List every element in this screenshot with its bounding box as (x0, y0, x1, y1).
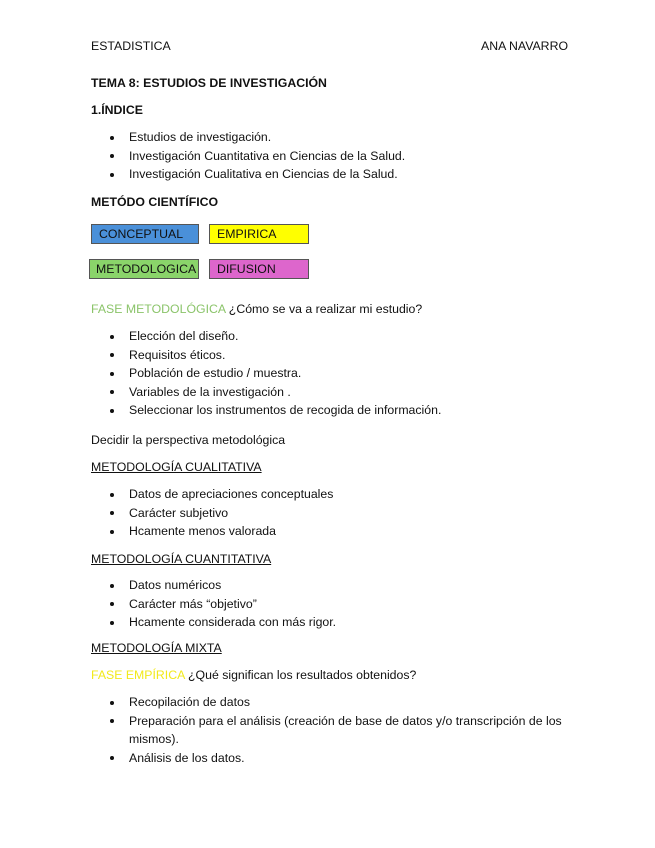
fase-empirica-list (91, 693, 565, 767)
list-item: Estudios de investigación. (91, 128, 405, 147)
list-item: Población de estudio / muestra. (91, 364, 441, 383)
metodo-heading: METÓDO CIENTÍFICO (91, 195, 219, 209)
header-subject: ESTADISTICA (91, 39, 171, 53)
perspectiva-text: Decidir la perspectiva metodológica (91, 433, 286, 447)
fase-empirica-line (91, 668, 416, 682)
list-item: Investigación Cuantitativa en Ciencias de la Salud. (91, 147, 405, 166)
list-item: Datos numéricos (91, 576, 336, 595)
mixta-heading: METODOLOGÍA MIXTA (91, 641, 222, 655)
fase-metodologica-label: FASE METODOLÓGICA (91, 302, 226, 316)
box-difusion: DIFUSION (209, 259, 309, 279)
list-item: Hcamente menos valorada (91, 522, 333, 541)
fase-empirica-label: FASE EMPÍRICA (91, 668, 185, 682)
list-item: Recopilación de datos (91, 693, 565, 712)
list-item: Investigación Cualitativa en Ciencias de la Salud. (91, 165, 405, 184)
fase-metodologica-line (91, 302, 422, 316)
index-heading: 1.ÍNDICE (91, 103, 143, 117)
list-item: Carácter subjetivo (91, 504, 333, 523)
list-item: Seleccionar los instrumentos de recogida de información. (91, 401, 441, 420)
list-item: Elección del diseño. (91, 327, 441, 346)
cualitativa-list (91, 485, 333, 541)
list-item: Requisitos éticos. (91, 346, 441, 365)
fase-empirica-question: ¿Qué significan los resultados obtenidos? (184, 668, 417, 682)
list-item: Hcamente considerada con más rigor. (91, 613, 336, 632)
list-item: Datos de apreciaciones conceptuales (91, 485, 333, 504)
box-metodologica: METODOLOGICA (89, 259, 199, 279)
list-item: Análisis de los datos. (91, 749, 565, 768)
cuantitativa-heading: METODOLOGÍA CUANTITATIVA (91, 552, 272, 566)
page-title: TEMA 8: ESTUDIOS DE INVESTIGACIÓN (91, 76, 327, 90)
fase-metodologica-list (91, 327, 441, 420)
cualitativa-heading: METODOLOGÍA CUALITATIVA (91, 460, 262, 474)
list-item: Preparación para el análisis (creación de base de datos y/o transcripción de los mismos). (91, 712, 565, 749)
box-empirica: EMPIRICA (209, 224, 309, 244)
box-conceptual: CONCEPTUAL (91, 224, 199, 244)
cuantitativa-list (91, 576, 336, 632)
index-list (91, 128, 405, 184)
header-author: ANA NAVARRO (481, 39, 569, 53)
fase-metodologica-question: ¿Cómo se va a realizar mi estudio? (225, 302, 423, 316)
list-item: Carácter más “objetivo” (91, 595, 336, 614)
list-item: Variables de la investigación . (91, 383, 441, 402)
